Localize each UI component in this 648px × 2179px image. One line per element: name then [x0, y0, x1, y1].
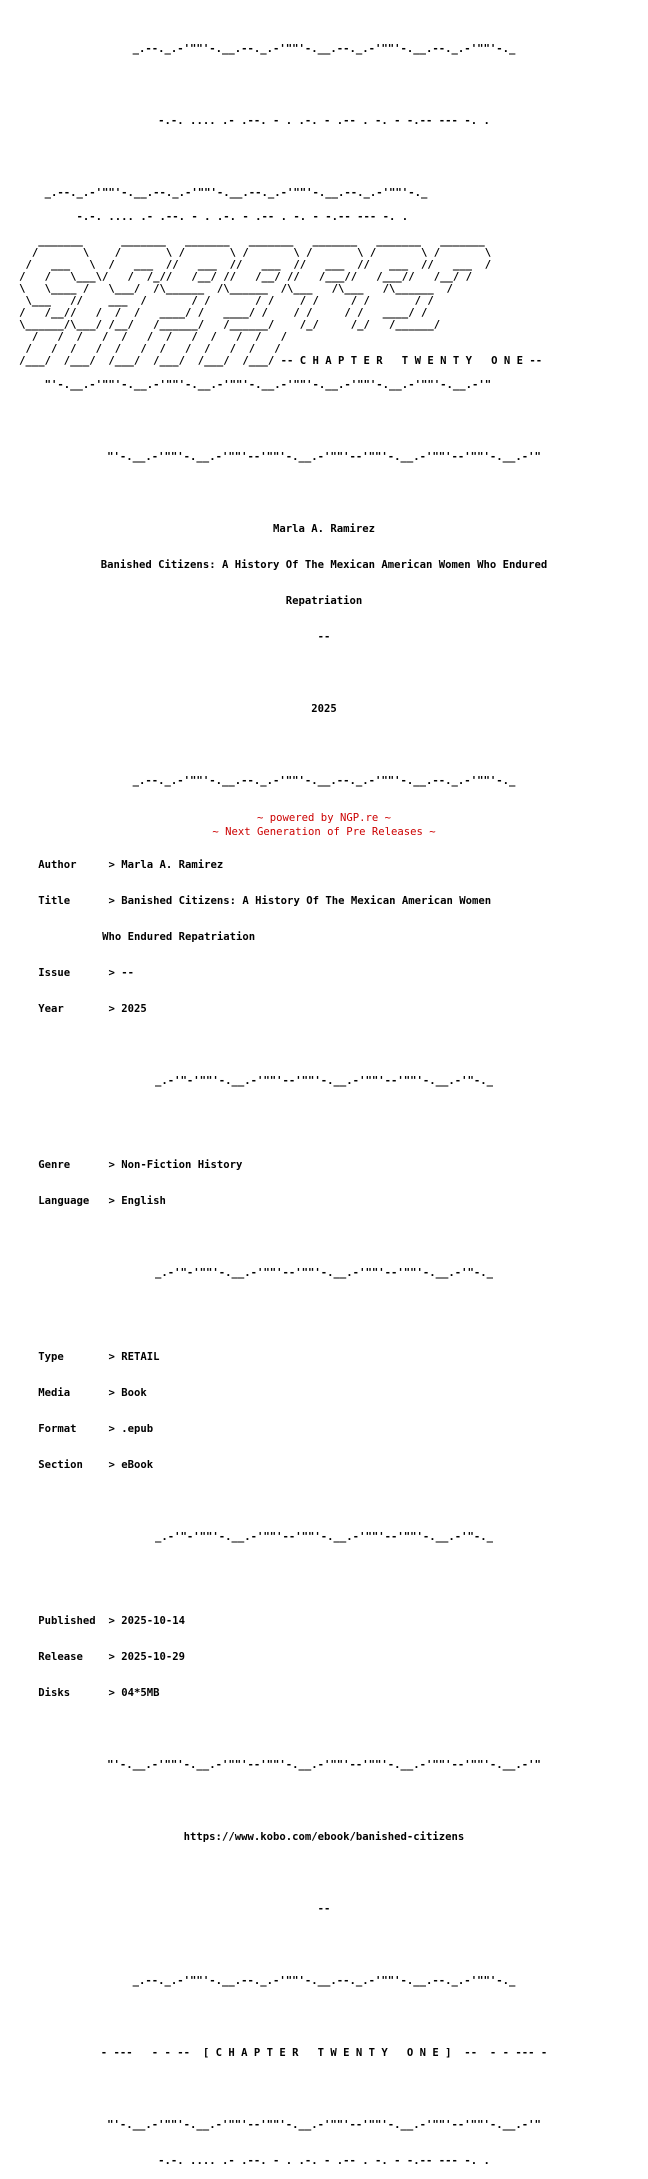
- info-value: RETAIL: [121, 1351, 160, 1363]
- release-author: Marla A. Ramirez: [272, 523, 376, 535]
- info-row-media: [0, 1387, 648, 1399]
- info-label: Section: [38, 1459, 83, 1471]
- info-label: Genre: [38, 1159, 71, 1171]
- chapter-banner: - --- - - -- [ C H A P T E R T W E N T Y O N E ] -- - - --- -: [100, 2047, 548, 2059]
- arrow-glyph: >: [108, 1159, 115, 1171]
- info-row-section: [0, 1459, 648, 1471]
- info-label: Media: [38, 1387, 71, 1399]
- morse-divider: -.-. .... .- .--. - . .-. - .-- . -. - -.-- --- -. .: [158, 2155, 490, 2167]
- spacer: [0, 1567, 648, 1579]
- info-label: Type: [38, 1351, 64, 1363]
- logo-art-line: / /__// / / / ____/ / ____/ / / / / / ____/ /: [0, 307, 428, 319]
- url-dash: --: [317, 1903, 331, 1915]
- info-row-issue: [0, 967, 648, 979]
- spacer: [0, 1231, 648, 1243]
- info-value: Marla A. Ramirez: [121, 859, 224, 871]
- logo-art-line: /___/ /___/ /___/ /___/ /___/ /___/ -- C H A P T E R T W E N T Y O N E --: [0, 355, 543, 367]
- info-row-title: [0, 895, 648, 907]
- logo-art-line: _.--._.-'""'-.__.--._.-'""'-.__.--._.-'""'-.__.--._.-'""'-._: [0, 187, 428, 199]
- info-label: Language: [38, 1195, 90, 1207]
- info-row-type: [0, 1351, 648, 1363]
- spacer: [0, 487, 648, 499]
- spacer: [0, 667, 648, 679]
- wave-divider-small: _.-'"-'""'-.__.-'""'--'""'-.__.-'""'--'""'-.__.-'"-._: [154, 1267, 494, 1279]
- release-issue: --: [317, 631, 331, 643]
- info-label: Format: [38, 1423, 77, 1435]
- spacer: [0, 79, 648, 91]
- info-row-title-cont: [0, 931, 648, 943]
- info-row-published: [0, 1615, 648, 1627]
- product-url[interactable]: https://www.kobo.com/ebook/banished-citizens: [183, 1831, 465, 1843]
- spacer: [0, 1795, 648, 1807]
- spacer: [0, 739, 648, 751]
- info-label: Issue: [38, 967, 71, 979]
- arrow-glyph: >: [108, 1615, 115, 1627]
- info-value: Non-Fiction History: [121, 1159, 243, 1171]
- spacer: [0, 1495, 648, 1507]
- spacer: [0, 2083, 648, 2095]
- info-label: Release: [38, 1651, 83, 1663]
- info-row-release: [0, 1651, 648, 1663]
- logo-art-line: [0, 223, 648, 235]
- arrow-glyph: >: [108, 967, 115, 979]
- arrow-glyph: >: [108, 1687, 115, 1699]
- info-label: Title: [38, 895, 71, 907]
- info-row-genre: [0, 1159, 648, 1171]
- logo-art-line: _______ _______ _______ _______ _______ _______ _______: [0, 235, 485, 247]
- logo-art-line: / / / / / / / / / / / /: [0, 343, 281, 355]
- info-value: 04*5MB: [121, 1687, 160, 1699]
- logo-art-line: \______/\___/ /__/ /______/ /______/ /_/ /_/ /______/: [0, 319, 441, 331]
- wave-divider-small: _.-'"-'""'-.__.-'""'--'""'-.__.-'""'--'""'-.__.-'"-._: [154, 1531, 494, 1543]
- arrow-glyph: >: [108, 1351, 115, 1363]
- morse-divider: -.-. .... .- .--. - . .-. - .-- . -. - -.-- --- -. .: [158, 115, 490, 127]
- info-value: English: [121, 1195, 166, 1207]
- info-row-year: [0, 1003, 648, 1015]
- info-row-format: [0, 1423, 648, 1435]
- footer-tagline: ~ Next Generation of Pre Releases ~: [212, 826, 436, 838]
- logo-art-line: [0, 199, 648, 211]
- info-row-author: [0, 859, 648, 871]
- release-title-line-1: Banished Citizens: A History Of The Mexican American Women Who Endured: [100, 559, 548, 571]
- arrow-glyph: >: [108, 1459, 115, 1471]
- info-value: eBook: [121, 1459, 154, 1471]
- arrow-glyph: >: [108, 1387, 115, 1399]
- info-row-language: [0, 1195, 648, 1207]
- wave-divider: _.--._.-'""'-.__.--._.-'""'-.__.--._.-'""'-.__.--._.-'""'-._: [132, 43, 516, 55]
- spacer: [0, 1111, 648, 1123]
- info-label: Year: [38, 1003, 64, 1015]
- logo-art-line: [0, 367, 648, 379]
- info-label: Author: [38, 859, 77, 871]
- info-label: Published: [38, 1615, 96, 1627]
- wave-divider: _.--._.-'""'-.__.--._.-'""'-.__.--._.-'""'-.__.--._.-'""'-._: [132, 775, 516, 787]
- spacer: [0, 2011, 648, 2023]
- release-title-line-2: Repatriation: [285, 595, 363, 607]
- arrow-glyph: >: [108, 1423, 115, 1435]
- logo-art-line: "'-.__.-'""'-.__.-'""'-.__.-'""'-.__.-'""'-.__.-'""'-.__.-'""'-.__.-'": [0, 379, 492, 391]
- info-row-disks: [0, 1687, 648, 1699]
- spacer: [0, 1939, 648, 1951]
- wave-divider: _.--._.-'""'-.__.--._.-'""'-.__.--._.-'""'-.__.--._.-'""'-._: [132, 1975, 516, 1987]
- logo-art-line: -.-. .... .- .--. - . .-. - .-- . -. - -.-- --- -. .: [0, 211, 409, 223]
- info-value: .epub: [121, 1423, 154, 1435]
- info-value: 2025: [121, 1003, 147, 1015]
- arrow-glyph: >: [108, 895, 115, 907]
- logo-art-line: / ___ \ / ___ // ___ // ___ // ___ // ___ // ___ /: [0, 259, 492, 271]
- release-year: 2025: [311, 703, 337, 715]
- spacer: [0, 415, 648, 427]
- info-value: Who Endured Repatriation: [102, 931, 256, 943]
- arrow-glyph: >: [108, 859, 115, 871]
- footer-powered-by[interactable]: ~ powered by NGP.re ~: [257, 812, 391, 824]
- spacer: [0, 1303, 648, 1315]
- arrow-glyph: >: [108, 1195, 115, 1207]
- info-value: Book: [121, 1387, 147, 1399]
- logo-art-line: / / \___\/ / /_// /__/ // /__/ // /___// /___// /__/ /: [0, 271, 472, 283]
- info-value: Banished Citizens: A History Of The Mexican American Women: [121, 895, 492, 907]
- spacer: [0, 1867, 648, 1879]
- wave-divider: "'-.__.-'""'-.__.-'""'--'""'-.__.-'""'--'""'-.__.-'""'--'""'-.__.-'": [107, 1759, 541, 1771]
- arrow-glyph: >: [108, 1651, 115, 1663]
- logo-art-line: / / / / / / / / / / / /: [0, 331, 288, 343]
- wave-divider: "'-.__.-'""'-.__.-'""'--'""'-.__.-'""'--'""'-.__.-'""'--'""'-.__.-'": [107, 451, 541, 463]
- spacer: [0, 1723, 648, 1735]
- info-value: 2025-10-29: [121, 1651, 186, 1663]
- nfo-document: [0, 19, 648, 2179]
- logo-art-line: \ \____ / \___/ /\______ /\______ /\___ /\___ /\______ /: [0, 283, 453, 295]
- spacer: [0, 151, 648, 163]
- info-value: 2025-10-14: [121, 1615, 186, 1627]
- ascii-logo-art: [0, 187, 648, 391]
- info-value: --: [121, 967, 134, 979]
- spacer: [0, 1039, 648, 1051]
- wave-divider-small: _.-'"-'""'-.__.-'""'--'""'-.__.-'""'--'""'-.__.-'"-._: [154, 1075, 494, 1087]
- wave-divider: "'-.__.-'""'-.__.-'""'--'""'-.__.-'""'--'""'-.__.-'""'--'""'-.__.-'": [107, 2119, 541, 2131]
- logo-art-line: \___ // ___ / / / / / / / / / / /: [0, 295, 434, 307]
- logo-art-line: / \ / \ / \ / \ / \ / \ / \: [0, 247, 492, 259]
- arrow-glyph: >: [108, 1003, 115, 1015]
- info-label: Disks: [38, 1687, 71, 1699]
